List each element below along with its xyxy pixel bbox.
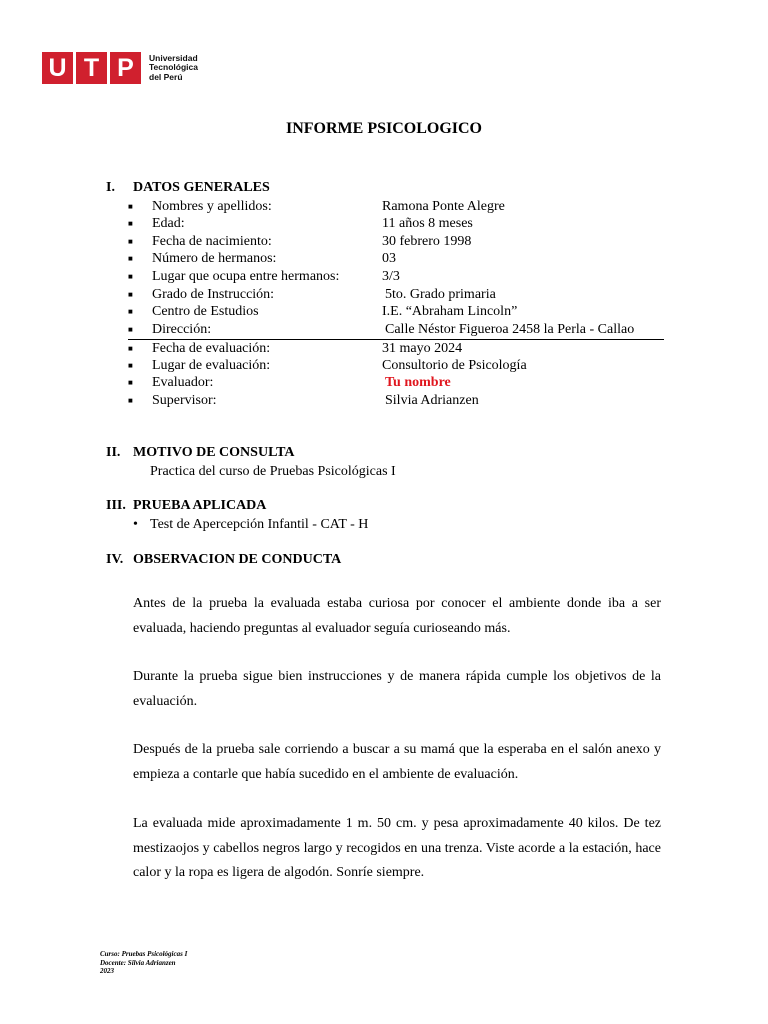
prueba-bullet: • [133, 517, 138, 532]
observation-paragraph: Durante la prueba sigue bien instrucciones y de manera rápida cumple los objetivos de la evaluación. [133, 669, 661, 709]
datos-label: Lugar de evaluación: [152, 358, 271, 373]
datos-label: Lugar que ocupa entre hermanos: [152, 269, 340, 284]
section-title: OBSERVACION DE CONDUCTA [133, 552, 342, 567]
square-bullet-icon: ■ [128, 219, 133, 228]
datos-value: 31 mayo 2024 [382, 341, 463, 356]
datos-value: Ramona Ponte Alegre [382, 199, 505, 214]
square-bullet-icon: ■ [128, 307, 133, 316]
datos-value: 30 febrero 1998 [382, 234, 472, 249]
logo-name-line: del Perú [149, 71, 183, 82]
datos-label: Fecha de evaluación: [152, 341, 271, 356]
footer-teacher: Docente: Silvia Adrianzen [100, 958, 176, 967]
square-bullet-icon: ■ [128, 272, 133, 281]
section-title: PRUEBA APLICADA [133, 498, 267, 513]
datos-label: Dirección: [152, 322, 212, 337]
logo-name-line: Tecnológica [149, 62, 198, 73]
square-bullet-icon: ■ [128, 378, 133, 387]
square-bullet-icon: ■ [128, 202, 133, 211]
square-bullet-icon: ■ [128, 344, 133, 353]
section-title: MOTIVO DE CONSULTA [133, 445, 295, 460]
section-datos-generales-heading [106, 180, 270, 196]
logo-letter-p: P [110, 52, 141, 84]
datos-label: Centro de Estudios [152, 304, 259, 319]
section-number: I. [106, 180, 115, 195]
square-bullet-icon: ■ [128, 361, 133, 370]
footer-course: Curso: Pruebas Psicológicas I [100, 950, 188, 958]
motivo-text: Practica del curso de Pruebas Psicológicas I [150, 464, 396, 479]
square-bullet-icon: ■ [128, 254, 133, 263]
utp-logo [42, 52, 198, 84]
datos-label: Edad: [152, 216, 185, 231]
datos-label: Evaluador: [152, 375, 214, 390]
datos-label: Nombres y apellidos: [152, 199, 272, 214]
datos-value: 03 [382, 251, 396, 266]
datos-value: I.E. “Abraham Lincoln” [382, 304, 518, 319]
datos-value: Silvia Adrianzen [385, 393, 479, 408]
logo-letter-t: T [76, 52, 107, 84]
datos-label: Fecha de nacimiento: [152, 234, 272, 249]
footer-year: 2023 [100, 967, 114, 975]
logo-name-line: Universidad [149, 52, 198, 63]
section-observacion-heading [106, 552, 341, 568]
section-number: IV. [106, 552, 124, 567]
datos-value: Calle Néstor Figueroa 2458 la Perla - Callao [385, 322, 635, 337]
logo-letter-u: U [42, 52, 73, 84]
observation-paragraph: Antes de la prueba la evaluada estaba curiosa por conocer el ambiente donde iba a ser evaluada, haciendo preguntas al evaluador seguía curioseando más. [133, 596, 661, 636]
logo-university-name [149, 54, 198, 83]
prueba-item: Test de Apercepción Infantil - CAT - H [150, 517, 369, 532]
section-prueba-heading [106, 498, 266, 514]
datos-value: 11 años 8 meses [382, 216, 473, 231]
datos-label: Supervisor: [152, 393, 217, 408]
square-bullet-icon: ■ [128, 237, 133, 246]
divider-line [128, 339, 664, 340]
square-bullet-icon: ■ [128, 290, 133, 299]
datos-label: Grado de Instrucción: [152, 287, 275, 302]
datos-label: Número de hermanos: [152, 251, 277, 266]
datos-value: 5to. Grado primaria [385, 287, 496, 302]
datos-value: Consultorio de Psicología [382, 358, 527, 373]
document-title: INFORME PSICOLOGICO [285, 120, 482, 137]
datos-value: Tu nombre [385, 375, 451, 390]
section-number: III. [106, 498, 126, 513]
square-bullet-icon: ■ [128, 325, 133, 334]
page-footer [100, 950, 187, 976]
observation-paragraph: Después de la prueba sale corriendo a buscar a su mamá que la esperaba en el salón anexo y empieza a contarle que había sucedido en el ambiente de evaluación. [133, 742, 661, 782]
section-title: DATOS GENERALES [133, 180, 270, 195]
observation-paragraph: La evaluada mide aproximadamente 1 m. 50 cm. y pesa aproximadamente 40 kilos. De tez mestizaojos y cabellos negros largo y recogidos en una trenza. Viste acorde a la estación, hace calor y la ropa es ligera de algodón. Sonríe siempre. [133, 816, 661, 880]
square-bullet-icon: ■ [128, 396, 133, 405]
datos-value: 3/3 [382, 269, 400, 284]
section-number: II. [106, 445, 121, 460]
section-motivo-heading [106, 445, 295, 461]
